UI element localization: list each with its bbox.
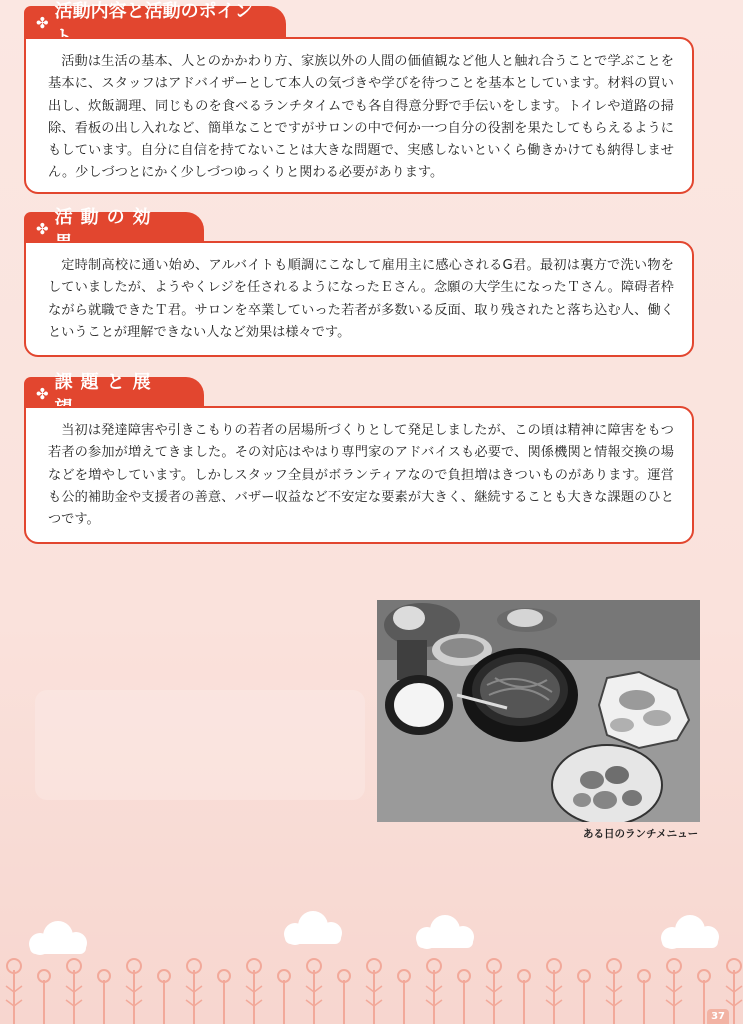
photo-caption: ある日のランチメニュー — [583, 828, 699, 840]
page-number: 37 — [707, 1009, 729, 1024]
show-through-panel — [35, 690, 365, 800]
lunch-photo — [377, 600, 700, 822]
section-body: 定時制高校に通い始め、アルバイトも順調にこなして雇用主に感心されるG君。最初は裏方で洗い物をしていましたが、ようやくレジを任されるようになったＥさん。念願の大学生になったＴさん。障碍者枠ながら就職できたＴ君。サロンを卒業していった若者が多数いる反面、取り残されたと落ち込む人、働くということが理解できない人など効果は様々です。 — [24, 241, 694, 357]
clover-icon: ✤ — [36, 14, 49, 32]
section-body: 当初は発達障害や引きこもりの若者の居場所づくりとして発足しましたが、この頃は精神に障害をもつ若者の参加が増えてきました。その対応はやはり専門家のアドバイスも必要で、関係機関と情報交換の場などを増やしています。しかしスタッフ全員がボランティアなので負担増はきついものがあります。運営も公的補助金や支援者の善意、バザー収益など不安定な要素が大きく、継続することも大きな課題のひとつです。 — [24, 406, 694, 544]
decorative-footer — [0, 900, 743, 1024]
clover-icon: ✤ — [36, 220, 49, 238]
section-heading — [24, 1, 286, 40]
section-title: 課題と展 — [54, 372, 159, 393]
lunch-table-illustration — [377, 600, 700, 822]
clover-icon: ✤ — [36, 385, 49, 403]
section-title: 活動内容と活動のポイン — [54, 1, 253, 22]
section-title: 活動の効 — [54, 207, 159, 228]
section-body: 活動は生活の基本、人とのかかわり方、家族以外の人間の価値観など他人と触れ合うことで学ぶことを基本に、スタッフはアドバイザーとして本人の気づきや学びを待つことを基本としています。材料の買い出し、炊飯調理、同じものを食べるランチタイムでも各自得意分野で手伝いをします。トイレや道路の掃除、看板の出し入れなど、簡単なことですがサロンの中で何か一つ自分の役割を果たしてもらえるようにもしています。自分に自信を持てないことは大きな問題で、実感しないといくら働きかけても納得しません。少しづつとにかく少しづつゆっくりと関わる必要があります。 — [24, 37, 694, 194]
cloud-tree-border — [0, 900, 743, 1024]
